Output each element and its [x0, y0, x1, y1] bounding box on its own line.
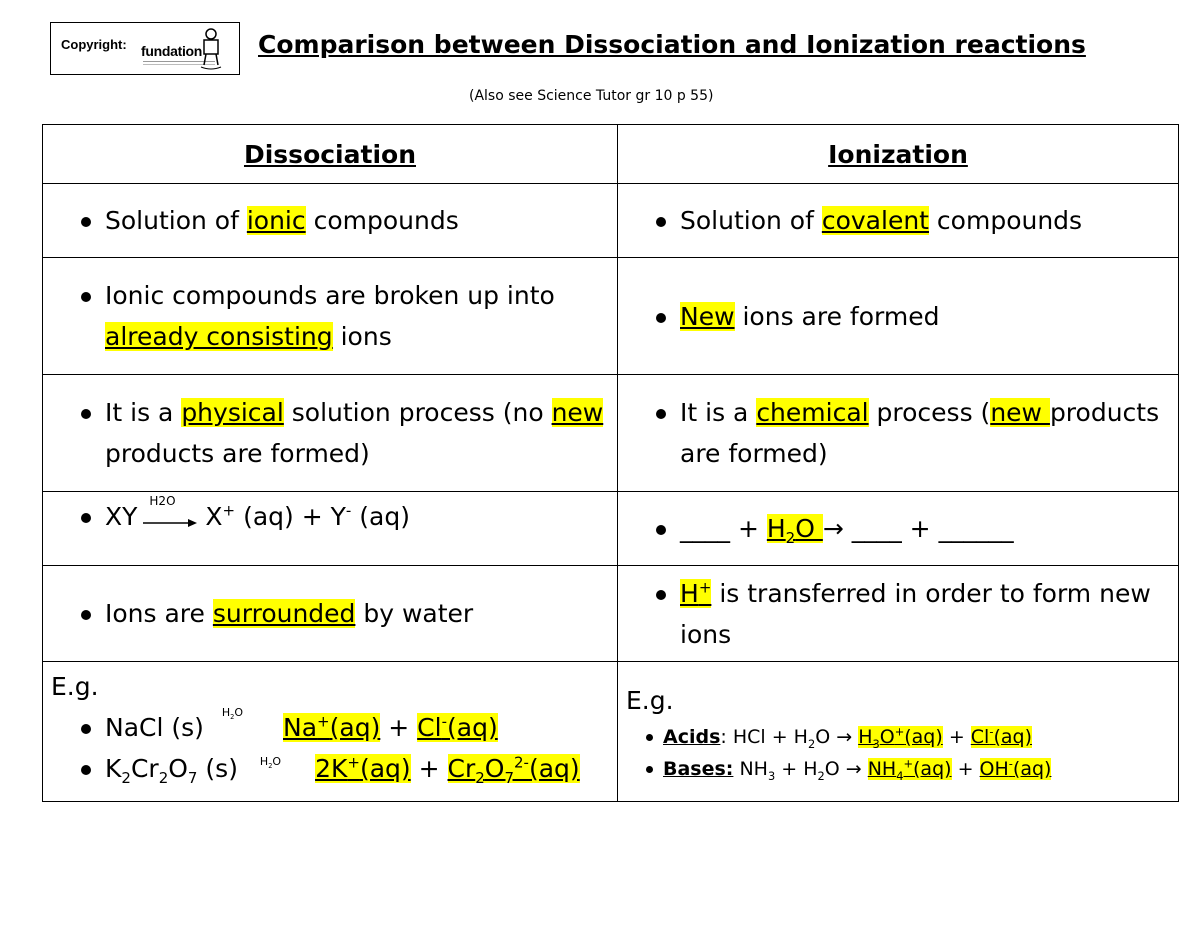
- text: (s): [197, 754, 238, 783]
- cell-dissociation-solution: [43, 184, 618, 258]
- bullet-icon: [646, 734, 653, 741]
- text: Ions are: [105, 599, 213, 628]
- bullet-icon: [81, 765, 91, 775]
- text: Ionic compounds are broken up into: [105, 281, 555, 310]
- bullet-icon: [81, 610, 91, 620]
- subscript: 2: [121, 769, 131, 787]
- superscript: 2-: [514, 753, 529, 772]
- subscript: 2: [230, 713, 235, 722]
- text: It is a: [680, 398, 757, 427]
- subscript: 2: [475, 769, 485, 787]
- text: Solution of: [105, 206, 247, 235]
- comparison-table: [42, 124, 1179, 802]
- text: Cr: [130, 754, 159, 783]
- text: is transferred in order to form new ions: [680, 578, 1151, 649]
- text: NH: [733, 758, 768, 780]
- text: It is a: [105, 398, 182, 427]
- highlight-new: new: [551, 398, 604, 427]
- text: +: [380, 713, 418, 742]
- example-bases: [618, 753, 1178, 785]
- text: H: [858, 726, 873, 748]
- example-nacl: [43, 707, 617, 748]
- subscript: 4: [896, 768, 904, 783]
- subscript: 2: [785, 529, 796, 547]
- text: +: [951, 758, 980, 780]
- text: O: [234, 706, 244, 719]
- text: (aq): [993, 726, 1032, 748]
- text: +: [730, 514, 767, 543]
- superscript: +: [698, 578, 712, 597]
- bullet-icon: [656, 409, 666, 419]
- highlight-new: New: [680, 301, 735, 331]
- text: K: [105, 754, 122, 783]
- arrow-text: →: [822, 514, 852, 543]
- product-na: [283, 713, 380, 742]
- bullet-item: [43, 496, 617, 537]
- product-cr2o7: [447, 753, 580, 787]
- reaction-arrow: [143, 494, 197, 530]
- text: (aq): [351, 502, 410, 531]
- subtitle-reference: (Also see Science Tutor gr 10 p 55): [469, 88, 714, 104]
- cell-ionization-ions: [618, 258, 1179, 375]
- superscript: -: [1008, 756, 1013, 771]
- text: Cr: [447, 754, 476, 783]
- text: :: [720, 726, 733, 748]
- bullet-item: [618, 392, 1178, 474]
- text: NaCl (s): [105, 713, 204, 742]
- text: (aq): [528, 754, 580, 783]
- bullet-icon: [81, 292, 91, 302]
- acids-label: Acids: [663, 726, 721, 748]
- bullet-item: [618, 508, 1178, 549]
- bullet-item: [618, 200, 1178, 241]
- subscript: 3: [872, 736, 880, 751]
- copyright-label: Copyright:: [61, 37, 127, 52]
- header-row: [43, 125, 1179, 184]
- text: Na: [283, 713, 318, 742]
- text: Solution of: [680, 206, 822, 235]
- row-equation: [43, 492, 1179, 566]
- copyright-logo-box: [50, 22, 240, 75]
- superscript: +: [894, 724, 905, 739]
- eg-label: E.g.: [626, 686, 674, 715]
- bullet-icon: [81, 409, 91, 419]
- product-h3o: [858, 724, 943, 751]
- bullet-item: [43, 200, 617, 241]
- text: H: [680, 578, 699, 608]
- product-cl: [417, 713, 498, 742]
- reactant-xy: XY: [105, 502, 138, 531]
- brand-name: fundation: [141, 43, 203, 59]
- text: O: [272, 755, 282, 768]
- highlight-physical: physical: [181, 398, 284, 427]
- blank: ______: [938, 514, 1014, 543]
- superscript: -: [989, 724, 994, 739]
- superscript: +: [222, 501, 236, 520]
- example-acids: [618, 721, 1178, 753]
- water-label: [259, 755, 282, 771]
- text: O →: [824, 758, 868, 780]
- superscript: +: [317, 712, 330, 731]
- cell-ionization-examples: [618, 662, 1179, 802]
- subscript: 2: [817, 768, 825, 783]
- bullet-icon: [656, 217, 666, 227]
- text: Cl: [417, 713, 442, 742]
- superscript: +: [903, 756, 914, 771]
- cell-dissociation-ions: [43, 258, 618, 375]
- bullet-icon: [646, 766, 653, 773]
- example-k2cr2o7: [43, 748, 617, 789]
- text: process (: [868, 398, 991, 427]
- text: (aq): [904, 726, 943, 748]
- eg-label: E.g.: [51, 672, 99, 701]
- arrow-label-h2o: H2O: [149, 494, 176, 508]
- bullet-icon: [656, 313, 666, 323]
- text: products are formed): [105, 439, 370, 468]
- text: ions are formed: [734, 301, 940, 331]
- text: O: [879, 726, 895, 748]
- highlight-surrounded: surrounded: [212, 599, 356, 628]
- bullet-icon: [656, 590, 666, 600]
- text: +: [901, 514, 939, 543]
- text: X: [205, 502, 223, 531]
- cell-ionization-process: [618, 375, 1179, 492]
- text: Cl: [970, 726, 990, 748]
- text: O: [484, 754, 505, 783]
- subscript: 7: [504, 769, 515, 787]
- highlight-ionic: ionic: [246, 206, 306, 235]
- subscript: 7: [187, 769, 198, 787]
- cell-dissociation-examples: [43, 662, 618, 802]
- bullet-icon: [81, 513, 91, 523]
- text: (aq): [447, 713, 498, 742]
- bullet-item: [43, 593, 617, 634]
- bullet-item: [43, 275, 617, 357]
- text: NH: [867, 758, 897, 780]
- text: O →: [815, 726, 859, 748]
- bullet-item: [618, 573, 1178, 655]
- text: by water: [355, 599, 474, 628]
- text: H: [221, 706, 231, 719]
- cell-dissociation-equation: [43, 492, 618, 566]
- text: + H: [775, 758, 818, 780]
- text: OH: [979, 758, 1009, 780]
- text: HCl + H: [732, 726, 808, 748]
- cell-dissociation-process: [43, 375, 618, 492]
- product-2k: [315, 754, 411, 783]
- text: (aq): [329, 713, 381, 742]
- subscript: 2: [158, 769, 169, 787]
- row-ions: [43, 258, 1179, 375]
- row-process: [43, 375, 1179, 492]
- superscript: -: [345, 501, 352, 520]
- superscript: -: [441, 712, 447, 731]
- page-title: Comparison between Dissociation and Ionization reactions: [258, 30, 1086, 59]
- text: H: [259, 755, 269, 768]
- text: 2K: [315, 754, 348, 783]
- text: (aq): [1012, 758, 1052, 780]
- header-dissociation: Dissociation: [43, 125, 618, 184]
- text: compounds: [305, 206, 459, 235]
- text: ions: [332, 322, 392, 351]
- subscript: 2: [807, 736, 816, 751]
- row-solution: [43, 184, 1179, 258]
- water-label: [221, 706, 244, 722]
- subscript: 3: [767, 768, 776, 783]
- cell-dissociation-water: [43, 566, 618, 662]
- highlight-covalent: covalent: [821, 206, 929, 235]
- cell-ionization-transfer: [618, 566, 1179, 662]
- row-ions-water: [43, 566, 1179, 662]
- text: H: [766, 514, 786, 543]
- bases-label: Bases:: [663, 758, 734, 780]
- product-cl: [971, 726, 1032, 748]
- mascot-icon: [197, 27, 225, 75]
- text: +: [942, 726, 971, 748]
- text: products are formed): [680, 398, 1160, 468]
- text: compounds: [928, 206, 1083, 235]
- highlight-new: new: [990, 398, 1050, 427]
- text: O: [795, 514, 823, 543]
- cell-ionization-equation: [618, 492, 1179, 566]
- blank: ____: [680, 514, 730, 543]
- highlight-h-plus: [680, 579, 711, 608]
- bullet-icon: [81, 724, 91, 734]
- bullet-item: [43, 392, 617, 474]
- text: (aq): [359, 754, 411, 783]
- cell-ionization-solution: [618, 184, 1179, 258]
- product-nh4: [867, 756, 952, 783]
- superscript: +: [347, 753, 360, 772]
- text: +: [410, 754, 448, 783]
- row-examples: [43, 662, 1179, 802]
- text: O: [168, 754, 188, 783]
- bullet-icon: [656, 525, 666, 535]
- arrow-right-icon: [143, 518, 197, 528]
- highlight-chemical: chemical: [756, 398, 869, 427]
- subscript: 2: [268, 762, 273, 771]
- text: solution process (no: [283, 398, 552, 427]
- highlight-already-consisting: already consisting: [105, 322, 333, 351]
- highlight-h2o: [766, 514, 823, 547]
- bullet-item: [618, 296, 1178, 337]
- blank: ____: [851, 514, 902, 543]
- product-oh: [980, 758, 1052, 780]
- bullet-icon: [81, 217, 91, 227]
- text: (aq): [913, 758, 952, 780]
- header-ionization: Ionization: [618, 125, 1179, 184]
- text: (aq) + Y: [235, 502, 346, 531]
